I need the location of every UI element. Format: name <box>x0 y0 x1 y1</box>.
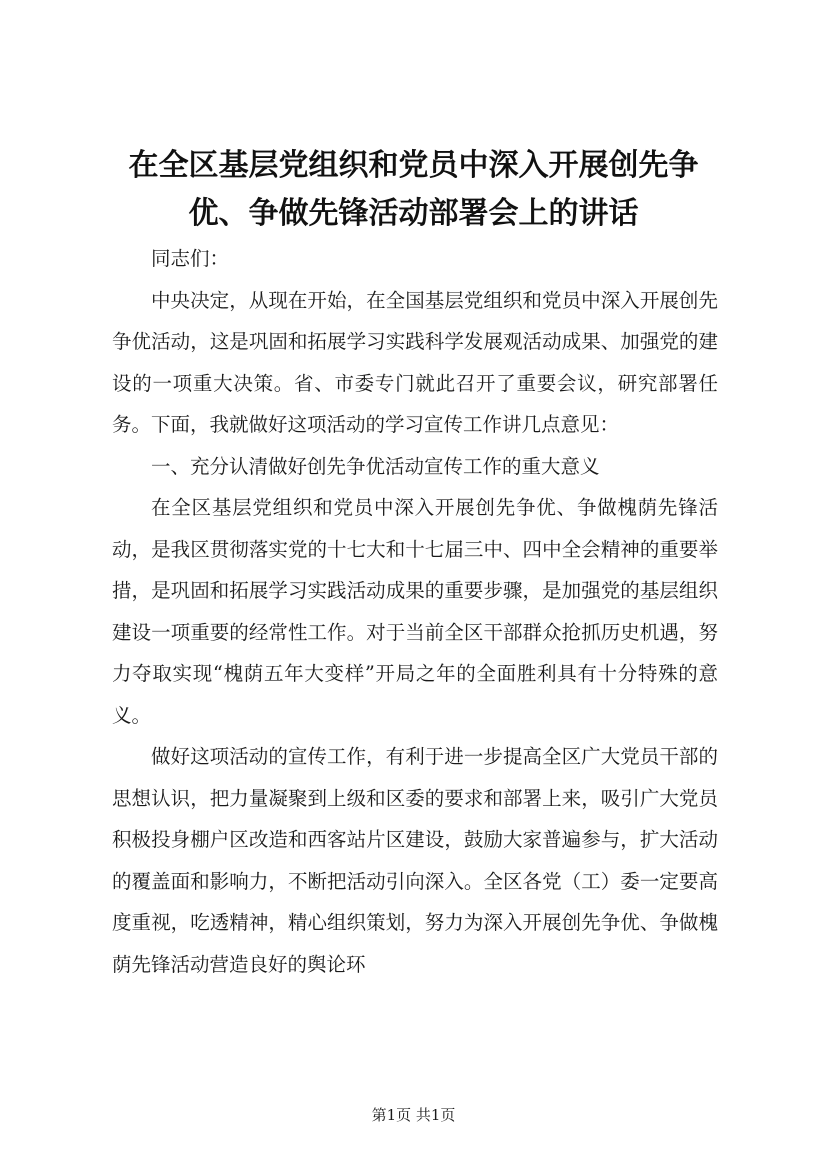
document-body <box>112 238 718 985</box>
page-number: 第1页 共1页 <box>371 1106 456 1124</box>
title-line-2: 优、争做先锋活动部署会上的讲话 <box>188 196 639 231</box>
document-title <box>110 142 717 238</box>
paragraph-intro: 中央决定，从现在开始，在全国基层党组织和党员中深入开展创先争优活动，这是巩固和拓展学习实践科学发展观活动成果、加强党的建设的一项重大决策。省、市委专门就此召开了重要会议，研究部署任务。下面，我就做好这项活动的学习宣传工作讲几点意见： <box>112 288 718 436</box>
title-line-1: 在全区基层党组织和党员中深入开展创先争 <box>128 148 699 183</box>
salutation: 同志们： <box>151 247 230 270</box>
paragraph-significance: 在全区基层党组织和党员中深入开展创先争优、争做槐荫先锋活动，是我区贯彻落实党的十七大和十七届三中、四中全会精神的重要举措，是巩固和拓展学习实践活动成果的重要步骤，是加强党的基层组织建设一项重要的经常性工作。对于当前全区干部群众抢抓历史机遇，努力夺取实现“槐荫五年大变样”开局之年的全面胜利具有十分特殊的意义。 <box>112 496 718 727</box>
paragraph-propaganda: 做好这项活动的宣传工作，有利于进一步提高全区广大党员干部的思想认识，把力量凝聚到上级和区委的要求和部署上来，吸引广大党员积极投身棚户区改造和西客站片区建设，鼓励大家普遍参与，扩大活动的覆盖面和影响力，不断把活动引向深入。全区各党（工）委一定要高度重视，吃透精神，精心组织策划，努力为深入开展创先争优、争做槐荫先锋活动营造良好的舆论环 <box>112 745 718 976</box>
section-heading-1: 一、充分认清做好创先争优活动宣传工作的重大意义 <box>151 454 600 478</box>
